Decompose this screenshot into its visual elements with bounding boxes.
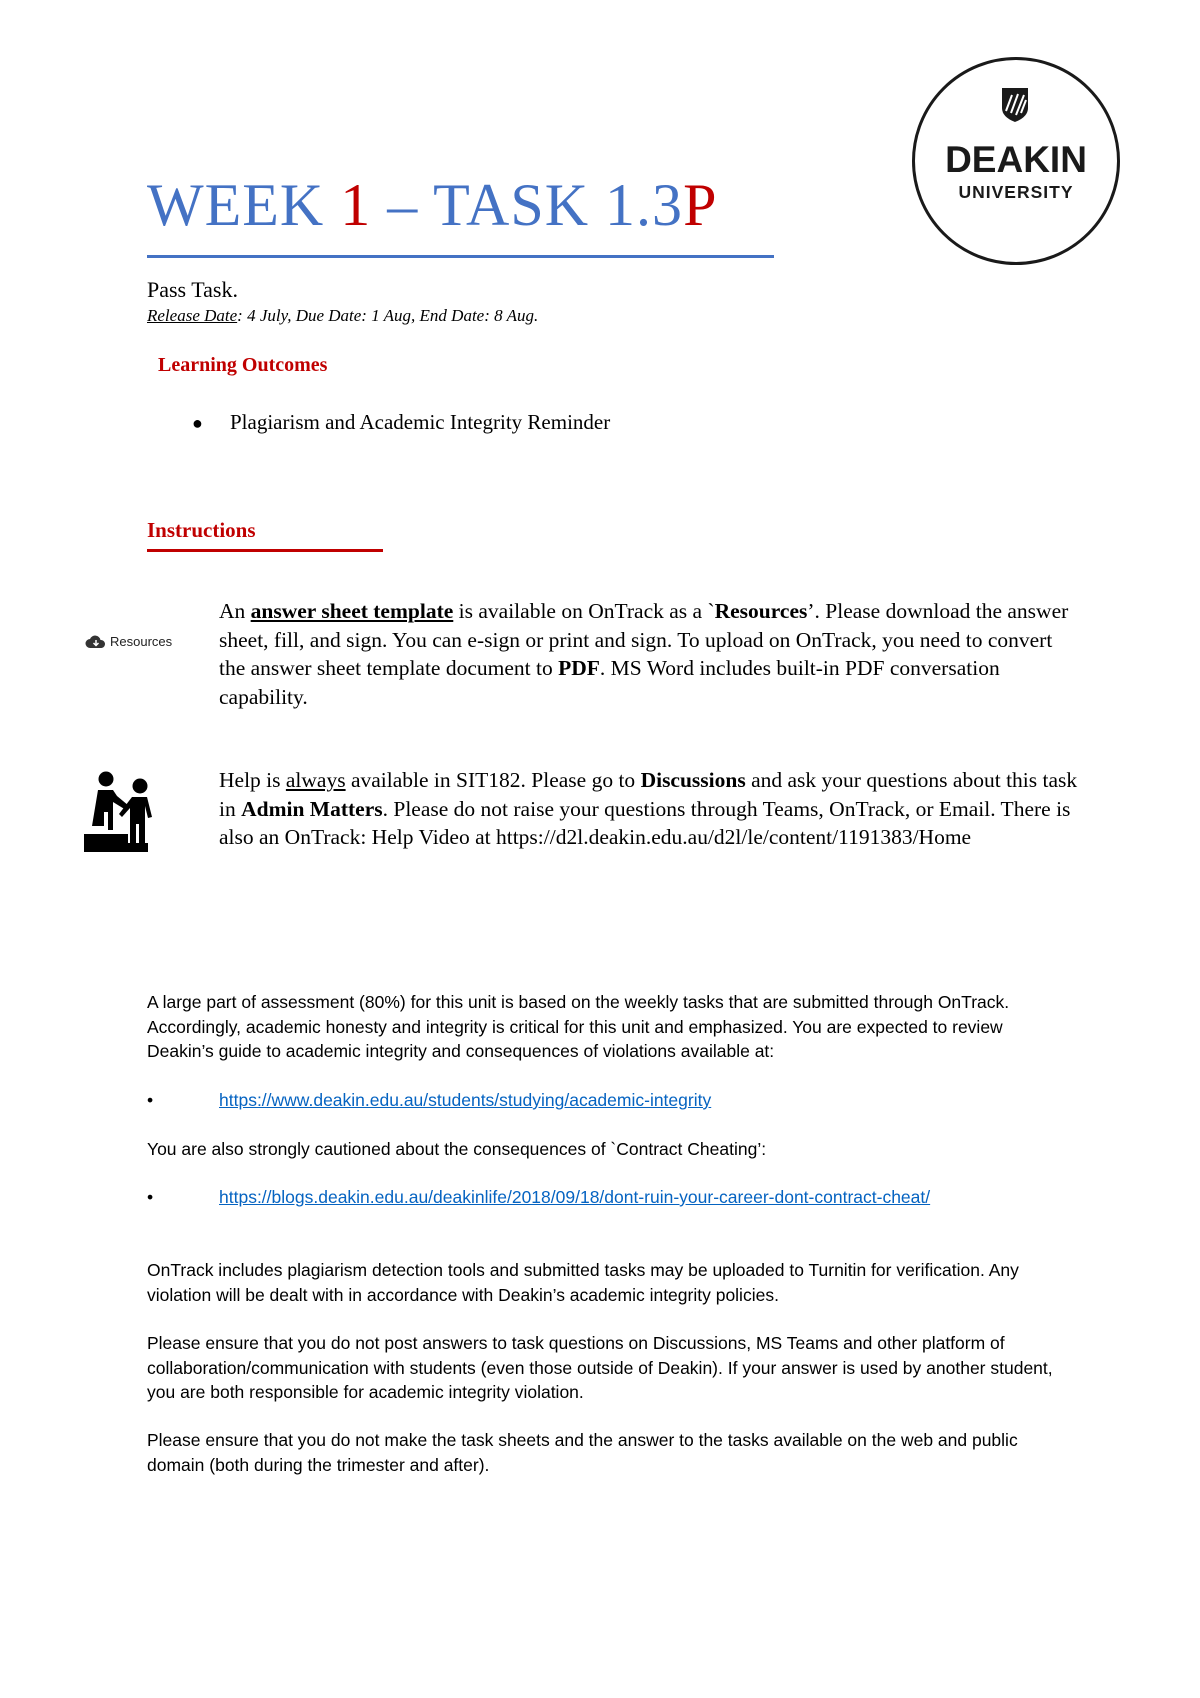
learning-outcomes-heading: Learning Outcomes [158, 354, 328, 376]
bullet-icon: • [147, 1187, 154, 1207]
title-part-1: WEEK [147, 172, 341, 238]
title-part-2: – TASK 1.3 [371, 172, 684, 238]
learning-outcome-item [192, 409, 610, 436]
resources-badge-label: Resources [110, 634, 173, 649]
bullet-icon: ● [192, 413, 203, 433]
para-a-text-3: ’. Please download the answer sheet, fill, and sign. You can e-sign or print and sign. To upload on OnTrack, you need to convert the answer sheet template document to [219, 599, 1069, 680]
integrity-paragraph-3: OnTrack includes plagiarism detection tools and submitted tasks may be uploaded to Turnitin for verification. Any violation will be dealt with in accordance with Deakin’s academic integrity policies. [147, 1260, 1019, 1305]
instructions-underline [147, 549, 383, 552]
integrity-paragraph-5: Please ensure that you do not make the task sheets and the answer to the tasks available on the web and public domain (both during the trimester and after). [147, 1430, 1018, 1475]
page-title [147, 170, 717, 240]
logo-line-1: DEAKIN [945, 139, 1087, 180]
helping-hand-icon [84, 770, 164, 858]
help-instructions [219, 766, 1089, 852]
help-video-url: https://d2l.deakin.edu.au/d2l/le/content/1191383/Home [495, 825, 972, 849]
answer-sheet-instructions [219, 597, 1079, 711]
release-date-label: Release Date [147, 306, 238, 325]
discussions-bold-text: Discussions [640, 768, 746, 792]
cloud-download-icon [85, 635, 107, 649]
instructions-heading: Instructions [147, 518, 256, 542]
learning-outcome-text: Plagiarism and Academic Integrity Reminder [230, 410, 611, 434]
para-a-text-4: . MS Word includes built-in PDF conversation capability. [219, 656, 1000, 709]
pass-task-label: Pass Task. [147, 277, 238, 302]
para-b-text-4: . Please do not raise your questions through Teams, OnTrack, or Email. There is also an OnTrack: Help Video at [219, 796, 1071, 849]
deakin-university-logo [912, 57, 1120, 265]
para-a-text-2: is available on OnTrack as a ` [453, 599, 715, 623]
answer-sheet-template-text: answer sheet template [250, 599, 454, 623]
pdf-bold-text: PDF [558, 656, 600, 680]
bullet-icon: • [147, 1090, 154, 1110]
para-b-text-1: Help is [219, 768, 286, 792]
integrity-link-row-1 [147, 1088, 1067, 1113]
title-underline [147, 255, 774, 258]
deakin-shield-icon [915, 60, 1117, 262]
title-week-number: 1 [340, 172, 372, 238]
contract-cheating-link[interactable]: https://blogs.deakin.edu.au/deakinlife/2018/09/18/dont-ruin-your-career-dont-contract-cheat/ [219, 1187, 931, 1207]
dates-text: : 4 July, Due Date: 1 Aug, End Date: 8 Aug. [237, 306, 539, 325]
always-underlined-text: always [285, 768, 346, 792]
resources-badge [85, 634, 172, 649]
para-b-text-3: and ask your questions about this task in [219, 768, 1078, 821]
integrity-paragraph-1: A large part of assessment (80%) for this unit is based on the weekly tasks that are submitted through OnTrack. Accordingly, academic honesty and integrity is critical for this unit and emphasized. You are expected to review Deakin’s guide to academic integrity and consequences of violations available at: [147, 992, 1010, 1061]
resources-bold-text: Resources [714, 599, 808, 623]
integrity-link-row-2 [147, 1185, 1067, 1210]
integrity-paragraph-4: Please ensure that you do not post answers to task questions on Discussions, MS Teams and other platform of collaboration/communication with students (even those outside of Deakin). If your answer is used by another student, you are both responsible for academic integrity violation. [147, 1333, 1053, 1402]
title-suffix: P [683, 172, 718, 238]
admin-matters-bold-text: Admin Matters [241, 796, 383, 821]
academic-integrity-link[interactable]: https://www.deakin.edu.au/students/studying/academic-integrity [219, 1090, 712, 1110]
para-b-text-2: available in SIT182. Please go to [345, 768, 641, 792]
integrity-paragraph-2: You are also strongly cautioned about the consequences of `Contract Cheating’: [147, 1139, 767, 1159]
para-a-text-1: An [219, 599, 251, 623]
task-dates [147, 305, 538, 327]
logo-line-2: UNIVERSITY [958, 182, 1074, 202]
